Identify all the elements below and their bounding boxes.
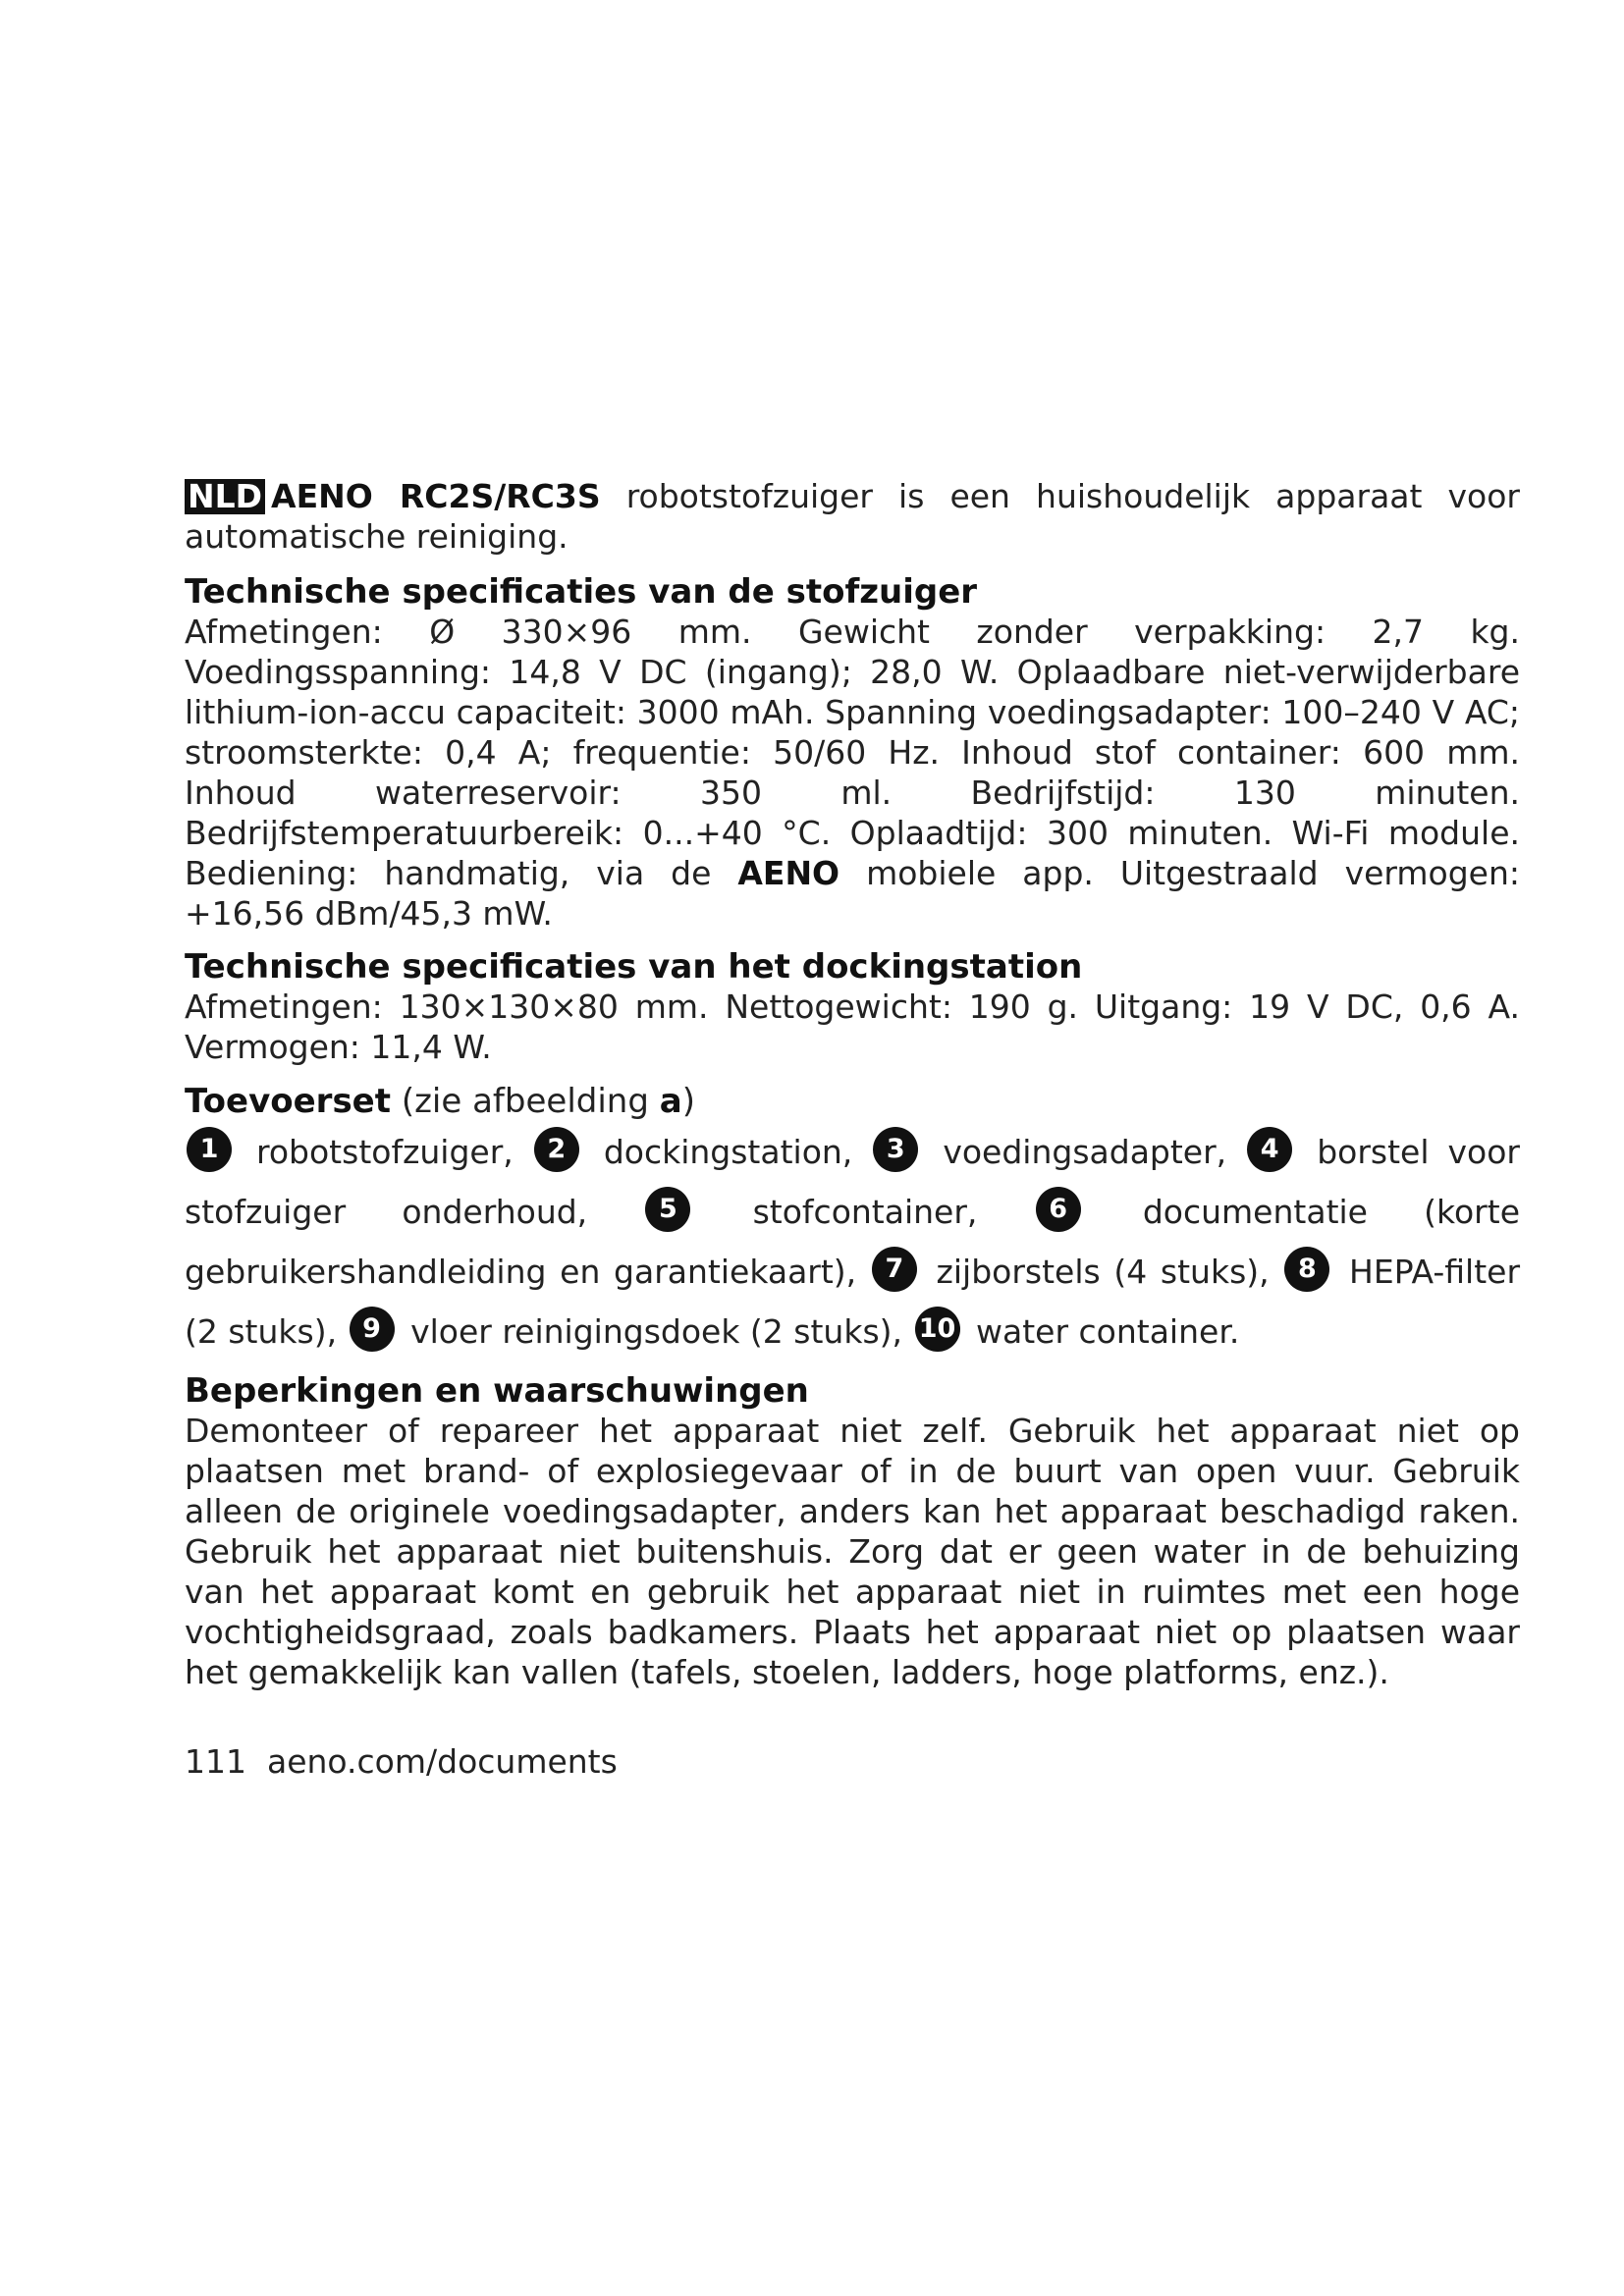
list-item: water container.: [976, 1312, 1240, 1351]
brand-name: AENO: [737, 854, 840, 892]
list-item: zijborstels (4 stuks),: [936, 1253, 1270, 1291]
list-item: voedingsadapter,: [943, 1133, 1227, 1171]
page-footer: [185, 1741, 1520, 1782]
item-number-badge: 10: [915, 1307, 960, 1352]
vacuum-specs-text: [185, 612, 1520, 934]
set-title-rest: (zie afbeelding: [401, 1082, 649, 1121]
list-item: robotstofzuiger,: [256, 1133, 514, 1171]
intro-text: robotstofzuiger is een huishoudelijk apparaat voor automatische reiniging.: [185, 477, 1520, 556]
list-item: dockingstation,: [603, 1133, 853, 1171]
intro-paragraph: [185, 476, 1520, 557]
list-item: stofcontainer,: [752, 1193, 978, 1231]
dock-specs-text: Afmetingen: 130×130×80 mm. Nettogewicht: 190 g. Uitgang: 19 V DC, 0,6 A. Vermogen: 11,4 W.: [185, 988, 1520, 1066]
list-item: documentatie (korte gebruikershandleiding en garantiekaart),: [185, 1193, 1520, 1291]
dock-specs-heading: Technische specificaties van het dockingstation: [185, 947, 1083, 987]
item-number-badge: 3: [873, 1127, 918, 1172]
vacuum-specs-part1: Afmetingen: Ø 330×96 mm. Gewicht zonder verpakking: 2,7 kg. Voedingsspanning: 14,8 V DC (ingang); 28,0 W. Oplaadbare niet-verwijderbare lithium-ion-accu capaciteit: 3000 mAh. Spanning voedingsadapter: 100–240 V AC; stroomsterkte: 0,4 A; frequentie: 50/60 Hz. Inhoud stof container: 600 mm. Inhoud waterreservoir: 350 ml. Bedrijfstijd: 130 minuten. Bedrijfstemperatuurbereik: 0...+40 °C. Oplaadtijd: 300 minuten. Wi-Fi module. Bediening: handmatig, via de: [185, 613, 1520, 892]
warnings-heading: Beperkingen en waarschuwingen: [185, 1371, 809, 1411]
page-number: 111: [185, 1742, 246, 1781]
set-title-end: ): [681, 1082, 695, 1121]
vacuum-specs-heading: Technische specificaties van de stofzuiger: [185, 572, 978, 612]
list-item: vloer reinigingsdoek (2 stuks),: [410, 1312, 903, 1351]
item-number-badge: 9: [350, 1307, 395, 1352]
item-number-badge: 5: [645, 1187, 690, 1232]
item-number-badge: 7: [872, 1247, 917, 1292]
set-title-letter: a: [659, 1082, 682, 1121]
set-items-list: [185, 1122, 1520, 1362]
list-item: HEPA-filter (2 stuks),: [185, 1253, 1521, 1351]
document-content: [185, 476, 1520, 1782]
vacuum-specs-part2: mobiele app. Uitgestraald vermogen: +16,56 dBm/45,3 mW.: [185, 854, 1521, 933]
item-number-badge: 4: [1247, 1127, 1292, 1172]
item-number-badge: 1: [187, 1127, 232, 1172]
set-title-bold: Toevoerset: [185, 1082, 391, 1121]
item-number-badge: 6: [1036, 1187, 1081, 1232]
set-heading: [185, 1081, 1520, 1122]
language-tag: NLD: [185, 479, 265, 514]
list-item: borstel voor stofzuiger onderhoud,: [185, 1133, 1520, 1231]
footer-url[interactable]: aeno.com/documents: [266, 1742, 618, 1781]
item-number-badge: 2: [534, 1127, 579, 1172]
item-number-badge: 8: [1284, 1247, 1329, 1292]
brand-model: AENO RC2S/RC3S: [271, 477, 601, 515]
warnings-text: Demonteer of repareer het apparaat niet zelf. Gebruik het apparaat niet op plaatsen met brand- of explosiegevaar of in de buurt van open vuur. Gebruik alleen de originele voedingsadapter, anders kan het apparaat beschadigd raken. Gebruik het apparaat niet buitenshuis. Zorg dat er geen water in de behuizing van het apparaat komt en gebruik het apparaat niet in ruimtes met een hoge vochtigheidsgraad, zoals badkamers. Plaats het apparaat niet op plaatsen waar het gemakkelijk kan vallen (tafels, stoelen, ladders, hoge platforms, enz.).: [185, 1412, 1520, 1691]
